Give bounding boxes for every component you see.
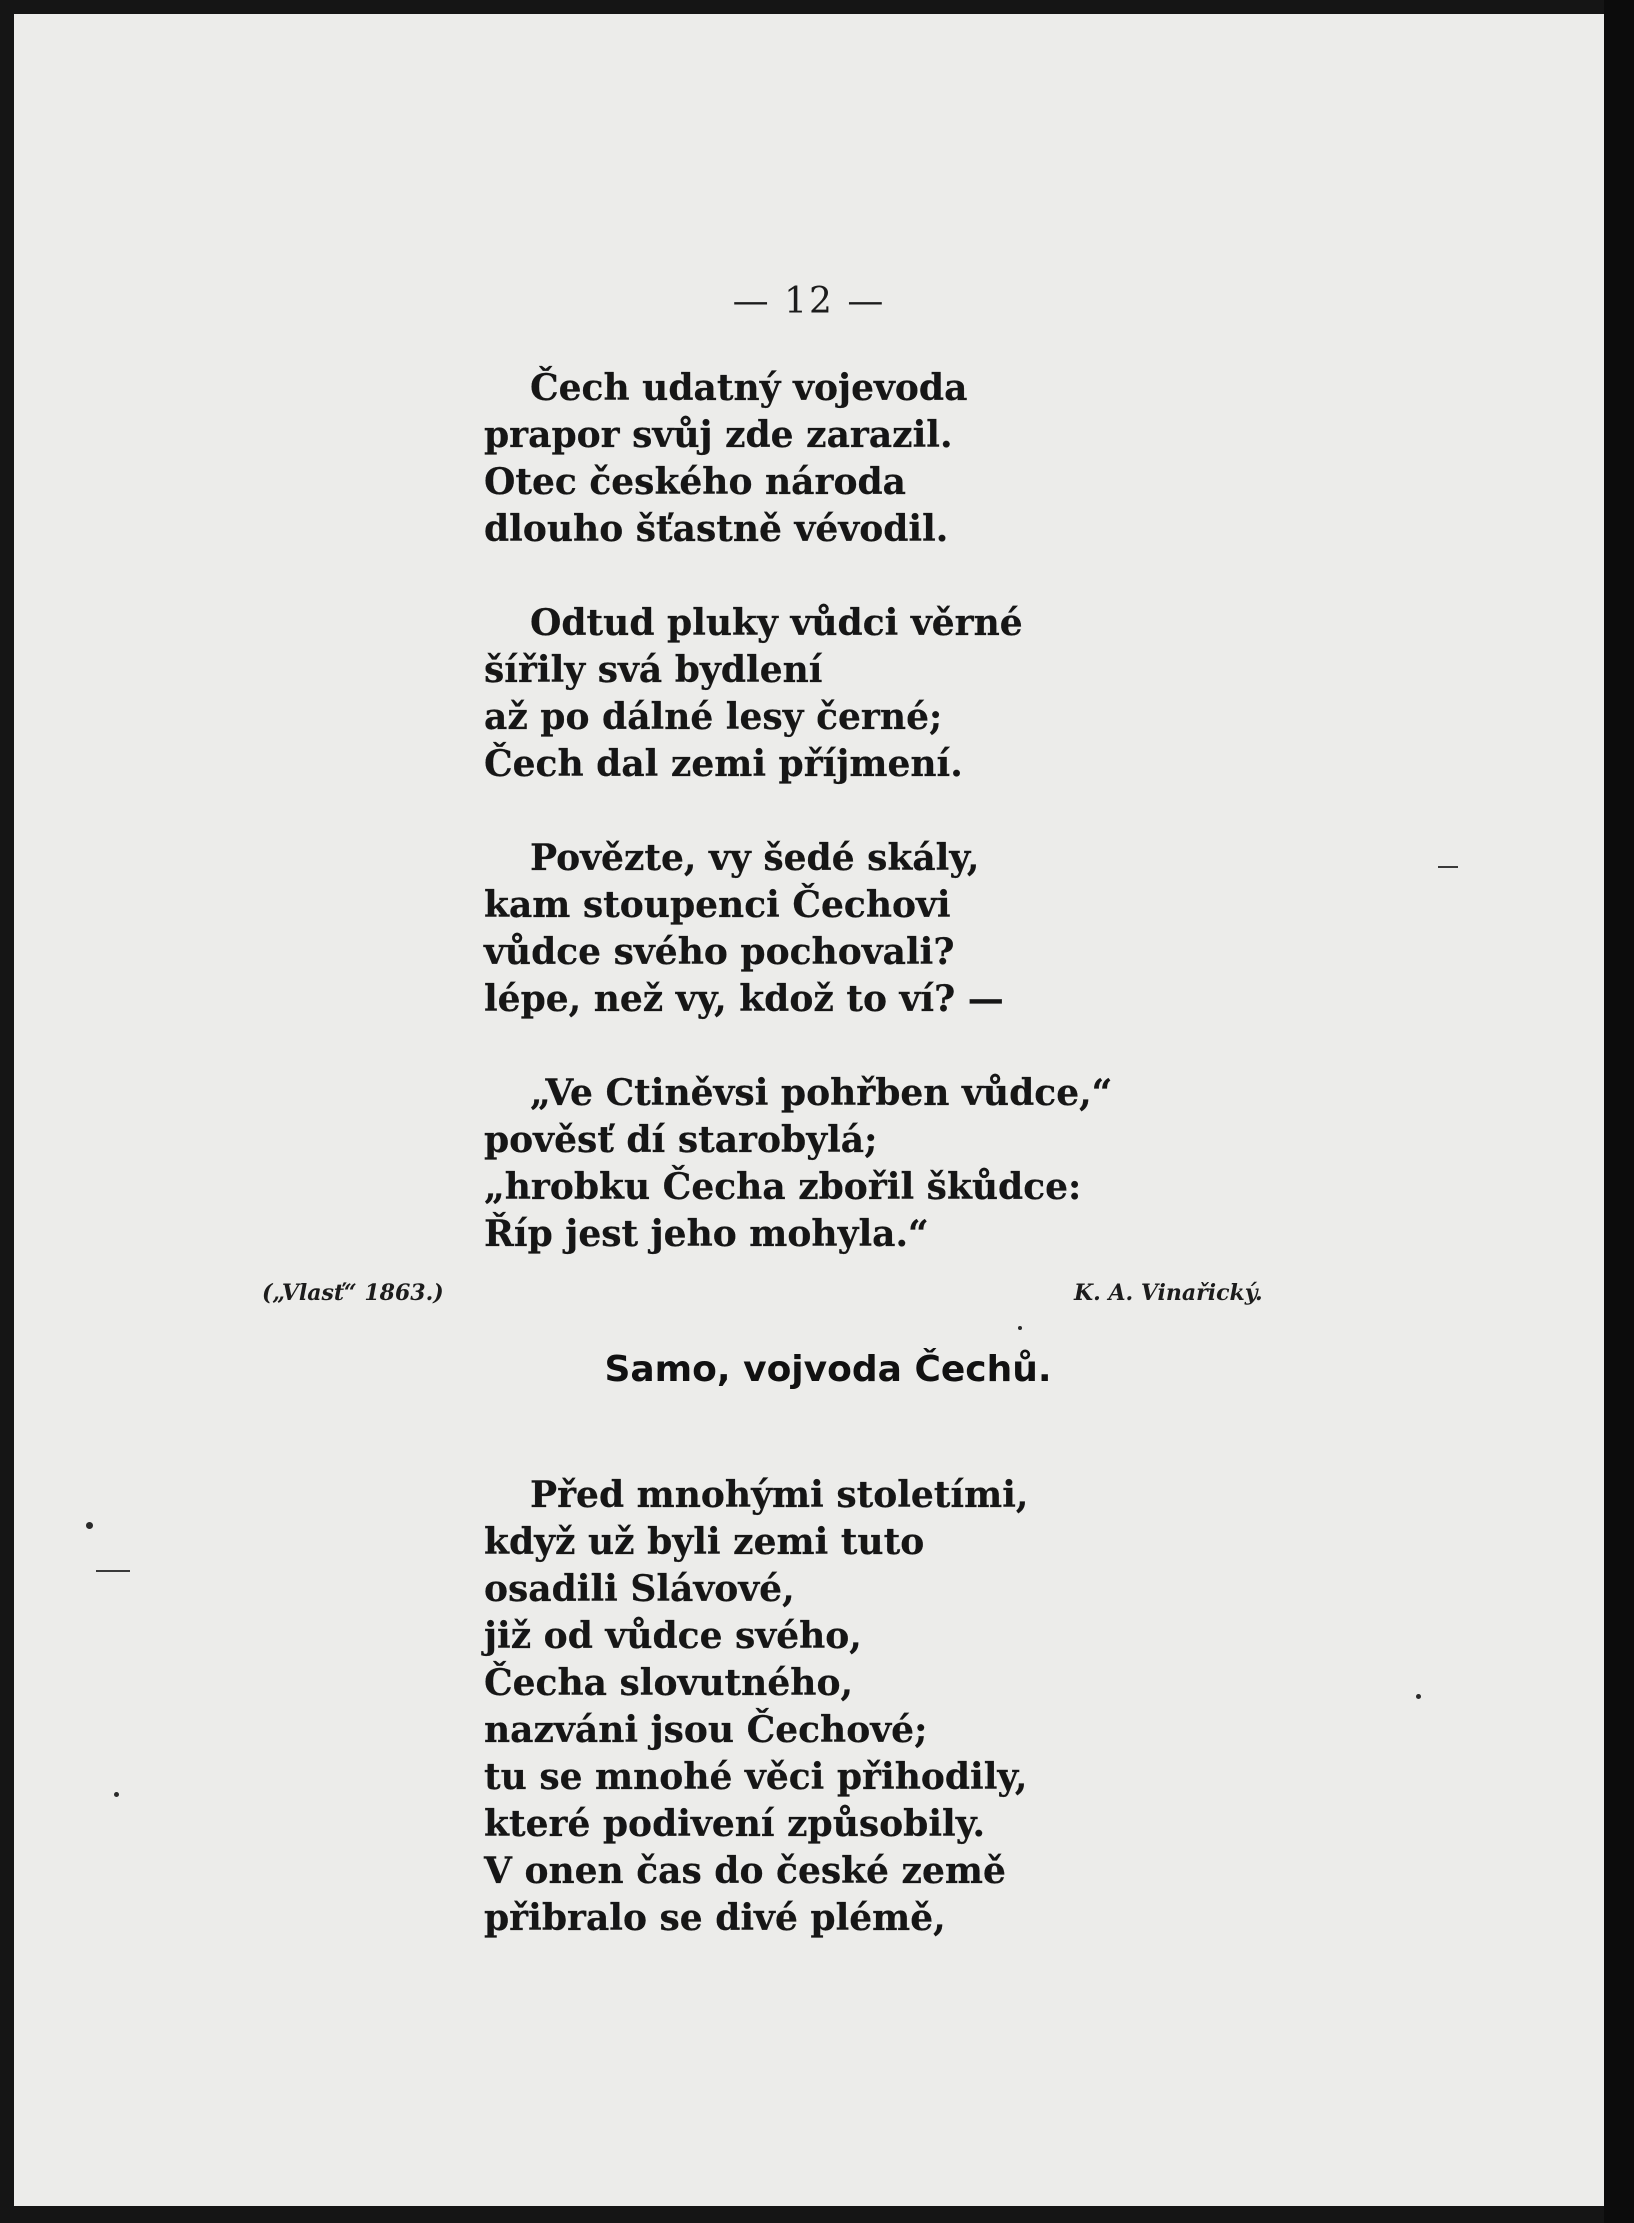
poem-line: tu se mnohé věci přihodily, [484,1756,1028,1798]
poem-line: V onen čas do české země [484,1850,1006,1892]
poem-line: dlouho šťastně vévodil. [484,508,949,550]
poem-line: vůdce svého pochovali? [484,931,955,973]
poem-line: Čech dal zemi příjmení. [484,743,963,785]
poem-line: Říp jest jeho mohyla.“ [484,1213,929,1255]
poem-line: již od vůdce svého, [484,1615,862,1657]
print-mark [96,1570,130,1572]
poem-samo [484,1472,1184,1942]
poem-line: kam stoupenci Čechovi [484,884,951,926]
poem-line: které podivení způsobily. [484,1803,986,1845]
scan-border [1604,0,1634,2223]
print-speck [1416,1694,1421,1699]
stanza [484,1472,1184,1942]
print-speck [114,1792,119,1797]
poem-line: Povězte, vy šedé skály, [530,837,980,879]
book-page [14,14,1604,2206]
poem-line: Před mnohými stoletími, [530,1474,1029,1516]
poem-line: když už byli zemi tuto [484,1521,925,1563]
poem-line: lépe, než vy, kdož to ví? — [484,978,1004,1020]
poem-line: přibralo se divé plémě, [484,1897,946,1939]
poem-line: nazváni jsou Čechové; [484,1709,928,1751]
poem-line: „hrobku Čecha zbořil škůdce: [484,1166,1082,1208]
poem-line: „Ve Ctiněvsi pohřben vůdce,“ [530,1072,1113,1114]
print-speck [1018,1326,1022,1330]
source-citation: („Vlasť“ 1863.) [262,1280,444,1306]
poem-line: Otec českého národa [484,461,906,503]
poem-line: osadili Slávové, [484,1568,795,1610]
poem-line: až po dálné lesy černé; [484,696,943,738]
stanza [484,600,1184,788]
author-signature: K. A. Vinařický. [1074,1280,1263,1306]
poem-line: Čecha slovutného, [484,1662,853,1704]
print-mark [1438,866,1458,868]
stanza [484,365,1184,553]
stanza [484,835,1184,1023]
poem-line: Odtud pluky vůdci věrné [530,602,1023,644]
poem-line: Čech udatný vojevoda [530,367,968,409]
stanza [484,1070,1184,1258]
poem-line: prapor svůj zde zarazil. [484,414,953,456]
poem-line: šířily svá bydlení [484,649,823,691]
section-title: Samo, vojvoda Čechů. [604,1349,1052,1390]
page-number: — 12 — [732,281,886,322]
poem-line: pověsť dí starobylá; [484,1119,878,1161]
poem-vinaricky [484,365,1184,1258]
print-speck [86,1522,93,1529]
